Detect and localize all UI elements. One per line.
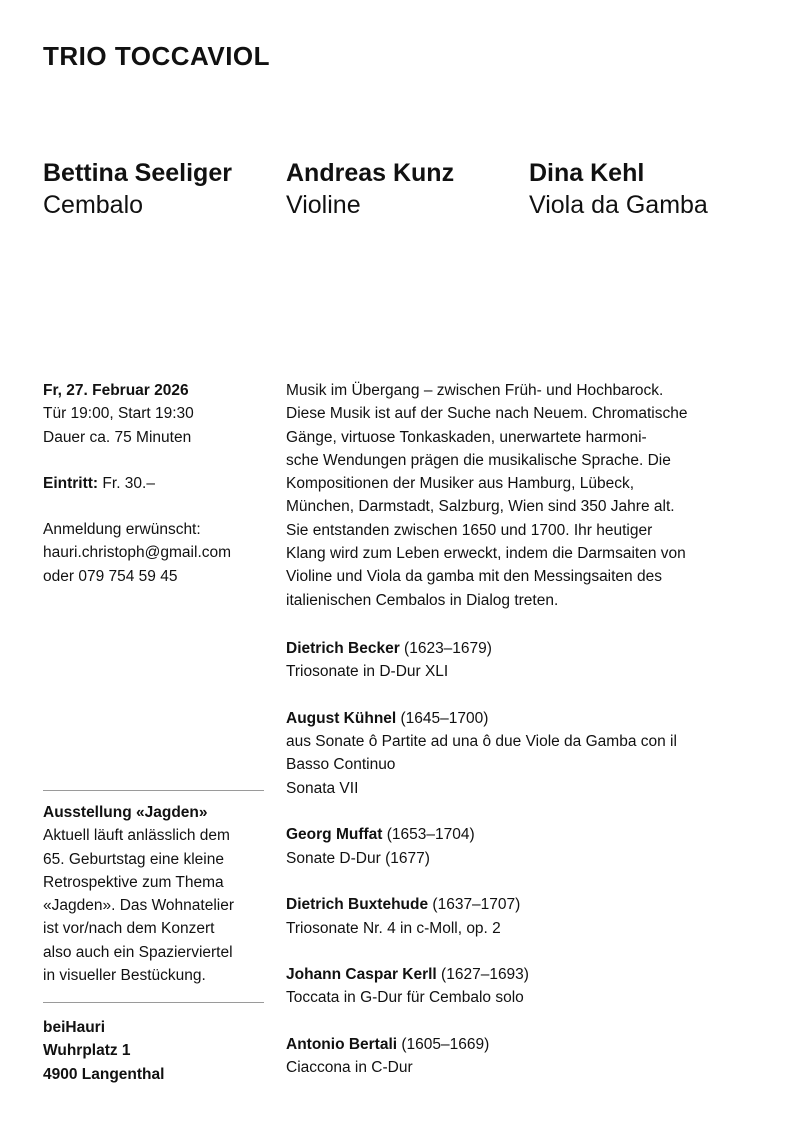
venue-name: beiHauri <box>43 1019 106 1036</box>
performer-instrument: Viola da Gamba <box>529 191 708 219</box>
exhibition-line: in visueller Bestückung. <box>43 967 206 985</box>
composer-name: Dietrich Buxtehude <box>286 896 429 914</box>
event-info <box>43 379 265 588</box>
program-item <box>286 963 766 1010</box>
composer-years: (1627–1693) <box>436 966 529 984</box>
performer-2 <box>286 157 526 221</box>
divider <box>43 1002 264 1003</box>
performer-name: Andreas Kunz <box>286 159 455 187</box>
program-item <box>286 637 766 684</box>
program-item <box>286 893 766 940</box>
description-line: Sie entstanden zwischen 1650 und 1700. Ihr heutiger <box>286 521 653 539</box>
program-item <box>286 707 766 800</box>
work-title: Triosonate Nr. 4 in c-Moll, op. 2 <box>286 919 501 937</box>
description-line: Musik im Übergang – zwischen Früh- und Hochbarock. <box>286 382 664 399</box>
program-list <box>286 637 766 1103</box>
event-duration: Dauer ca. 75 Minuten <box>43 428 192 446</box>
composer-years: (1605–1669) <box>397 1036 490 1054</box>
program-item <box>286 1033 766 1080</box>
event-date: Fr, 27. Februar 2026 <box>43 382 189 399</box>
venue-address <box>43 1016 265 1086</box>
work-title: Sonate D-Dur (1677) <box>286 849 430 867</box>
performer-name: Dina Kehl <box>529 159 645 187</box>
event-time: Tür 19:00, Start 19:30 <box>43 405 194 423</box>
composer-name: Johann Caspar Kerll <box>286 966 437 984</box>
performer-name: Bettina Seeliger <box>43 159 232 187</box>
composer-name: Dietrich Becker <box>286 640 400 657</box>
divider <box>43 790 264 791</box>
registration-label: Anmeldung erwünscht: <box>43 521 201 539</box>
work-title: Ciaccona in C-Dur <box>286 1059 413 1077</box>
exhibition-line: «Jagden». Das Wohnatelier <box>43 897 235 915</box>
venue-city: 4900 Langenthal <box>43 1065 165 1083</box>
description-line: München, Darmstadt, Salzburg, Wien sind 350 Jahre alt. <box>286 498 675 516</box>
composer-years: (1637–1707) <box>428 896 521 914</box>
admission-value: Fr. 30.– <box>98 474 155 492</box>
exhibition-title: Ausstellung «Jagden» <box>43 804 208 821</box>
description-line: Diese Musik ist auf der Suche nach Neuem. Chromatische <box>286 405 688 423</box>
performer-instrument: Violine <box>286 191 361 219</box>
concert-description <box>286 379 766 612</box>
work-title: Basso Continuo <box>286 756 396 774</box>
registration-email[interactable]: hauri.christoph@gmail.com <box>43 544 232 562</box>
registration-phone: oder 079 754 59 45 <box>43 567 178 585</box>
exhibition-line: Retrospektive zum Thema <box>43 873 224 891</box>
performer-instrument: Cembalo <box>43 191 144 219</box>
composer-name: August Kühnel <box>286 709 397 727</box>
composer-years: (1645–1700) <box>396 709 489 727</box>
program-item <box>286 823 766 870</box>
venue-street: Wuhrplatz 1 <box>43 1042 131 1060</box>
exhibition-line: also auch ein Spazierviertel <box>43 943 233 961</box>
description-line: italienischen Cembalos in Dialog treten. <box>286 591 559 609</box>
admission-label: Eintritt: <box>43 474 99 492</box>
work-title: Triosonate in D-Dur XLI <box>286 663 449 681</box>
composer-years: (1623–1679) <box>399 640 492 657</box>
composer-years: (1653–1704) <box>382 826 475 844</box>
description-line: Gänge, virtuose Tonkaskaden, unerwartete harmoni- <box>286 428 647 446</box>
work-title: Sonata VII <box>286 779 359 797</box>
performer-1 <box>43 157 283 221</box>
work-title: Toccata in G-Dur für Cembalo solo <box>286 989 524 1007</box>
exhibition-line: Aktuell läuft anlässlich dem <box>43 827 230 845</box>
exhibition-line: 65. Geburtstag eine kleine <box>43 850 224 868</box>
performer-3 <box>529 157 769 221</box>
description-line: sche Wendungen prägen die musikalische Sprache. Die <box>286 451 671 469</box>
admission <box>43 472 265 495</box>
description-line: Kompositionen der Musiker aus Hamburg, Lübeck, <box>286 475 635 493</box>
page-title: TRIO TOCCAVIOL <box>43 41 271 71</box>
work-title: aus Sonate ô Partite ad una ô due Viole da Gamba con il <box>286 733 677 751</box>
exhibition-info <box>43 801 265 987</box>
composer-name: Georg Muffat <box>286 826 383 844</box>
exhibition-line: ist vor/nach dem Konzert <box>43 920 215 938</box>
composer-name: Antonio Bertali <box>286 1036 398 1054</box>
description-line: Klang wird zum Leben erweckt, indem die Darmsaiten von <box>286 545 686 563</box>
description-line: Violine und Viola da gamba mit den Messingsaiten des <box>286 568 662 586</box>
